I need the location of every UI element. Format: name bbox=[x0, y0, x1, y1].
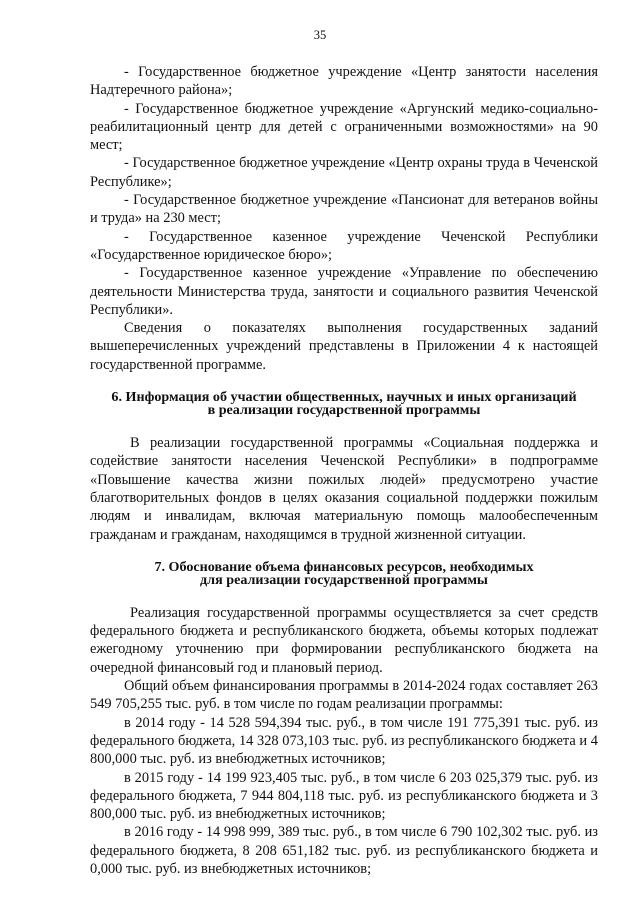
institution-item: - Государственное бюджетное учреждение «Пансионат для ветеранов войны и труда» на 230 мест; bbox=[90, 192, 598, 227]
section-7-heading bbox=[90, 558, 598, 588]
section-6-heading-line-1: 6. Информация об участии общественных, научных и иных организаций bbox=[111, 389, 577, 406]
section-7-paragraph: Общий объем финансирования программы в 2014-2024 годах составляет 263 549 705,255 тыс. руб. в том числе по годам реализации программы: bbox=[90, 678, 598, 713]
institution-item: - Государственное казенное учреждение «Управление по обеспечению деятельности Министерства труда, занятости и социального развития Чеченской Республики». bbox=[90, 265, 598, 318]
section-6-heading-line-2: в реализации государственной программы bbox=[207, 402, 481, 419]
section-6-heading bbox=[90, 391, 598, 417]
section-6-body: В реализации государственной программы «Социальная поддержка и содействие занятости населения Чеченской Республики» в подпрограмме «Повышение качества жизни пожилых людей» предусмотрено участие благотворительных фондов в целях оказания социальной поддержки пожилым людям и инвалидам, включая материальную помощь малообеспеченным гражданам и гражданам, находящимся в трудной жизненной ситуации. bbox=[90, 435, 598, 543]
appendix-note: Сведения о показателях выполнения государственных заданий вышеперечисленных учреждений представлены в Приложении 4 к настоящей государственной программе. bbox=[90, 320, 598, 373]
funding-year-2015: в 2015 году - 14 199 923,405 тыс. руб., в том числе 6 203 025,379 тыс. руб. из федерального бюджета, 7 944 804,118 тыс. руб. из республиканского бюджета и 3 800,000 тыс. руб. из внебюджетных источников; bbox=[90, 769, 598, 823]
section-7-paragraph: Реализация государственной программы осуществляется за счет средств федерального бюджета и республиканского бюджета, объемы которых подлежат ежегодному уточнению при формировании республиканского бюджета на очередной финансовый год и плановый период. bbox=[90, 604, 598, 676]
funding-year-2016: в 2016 году - 14 998 999, 389 тыс. руб., в том числе 6 790 102,302 тыс. руб. из федерального бюджета, 8 208 651,182 тыс. руб. из республиканского бюджета и 0,000 тыс. руб. из внебюджетных источников; bbox=[90, 824, 598, 877]
institution-item: - Государственное бюджетное учреждение «Центр охраны труда в Чеченской Республике»; bbox=[90, 155, 598, 190]
institution-item: - Государственное казенное учреждение Чеченской Республики «Государственное юридическое бюро»; bbox=[90, 228, 598, 263]
page-content bbox=[90, 63, 598, 878]
institution-item: - Государственное бюджетное учреждение «Центр занятости населения Надтеречного района»; bbox=[90, 64, 598, 99]
page-number: 35 bbox=[313, 28, 327, 42]
funding-year-2014: в 2014 году - 14 528 594,394 тыс. руб., в том числе 191 775,391 тыс. руб. из федерального бюджета, 14 328 073,103 тыс. руб. из республиканского бюджета и 4 800,000 тыс. руб. из внебюджетных источников; bbox=[90, 714, 598, 768]
institution-item: - Государственное бюджетное учреждение «Аргунский медико-социально-реабилитационный центр для детей с ограниченными возможностями» на 90 мест; bbox=[90, 100, 598, 154]
section-7-heading-line-2: для реализации государственной программы bbox=[200, 571, 488, 588]
section-7-heading-line-1: 7. Обоснование объема финансовых ресурсов, необходимых bbox=[154, 558, 534, 575]
